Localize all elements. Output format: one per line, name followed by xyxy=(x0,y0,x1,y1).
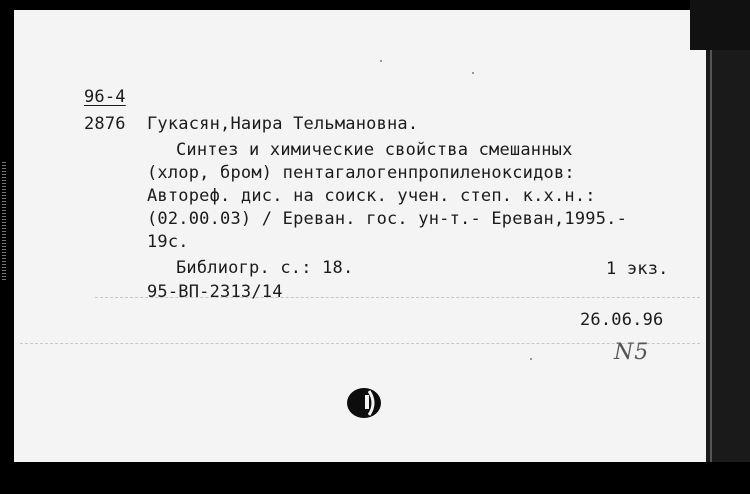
bibliography-note: Библиогр. с.: 18. xyxy=(176,258,354,278)
title-line: (02.00.03) / Ереван. гос. ун-т.- Ереван,1995.- xyxy=(147,209,628,229)
scan-speck xyxy=(472,72,474,74)
title-line: 19с. xyxy=(147,232,189,252)
scan-speck xyxy=(530,358,532,360)
scan-bottom-edge xyxy=(0,462,750,494)
inventory-number: 95-ВП-2313/14 xyxy=(147,282,283,302)
title-line: Автореф. дис. на соиск. учен. степ. к.х.н.: xyxy=(147,186,596,206)
handwritten-mark: N5 xyxy=(614,340,650,365)
scan-top-edge xyxy=(690,0,750,50)
card-rule xyxy=(20,343,700,344)
punch-hole-icon xyxy=(345,385,383,421)
title-line: (хлор, бром) пентагалогенпропиленоксидов: xyxy=(147,163,575,183)
scan-right-edge xyxy=(706,50,750,462)
author-name: Гукасян,Наира Тельмановна. xyxy=(147,114,419,134)
scan-left-edge xyxy=(0,0,14,494)
call-number: 96-4 xyxy=(84,87,126,107)
copies-count: 1 экз. xyxy=(606,259,669,279)
date-stamp: 26.06.96 xyxy=(580,310,664,330)
accession-number: 2876 xyxy=(84,114,126,134)
scan-speck xyxy=(380,60,382,62)
title-line: Синтез и химические свойства смешанных xyxy=(176,140,573,160)
